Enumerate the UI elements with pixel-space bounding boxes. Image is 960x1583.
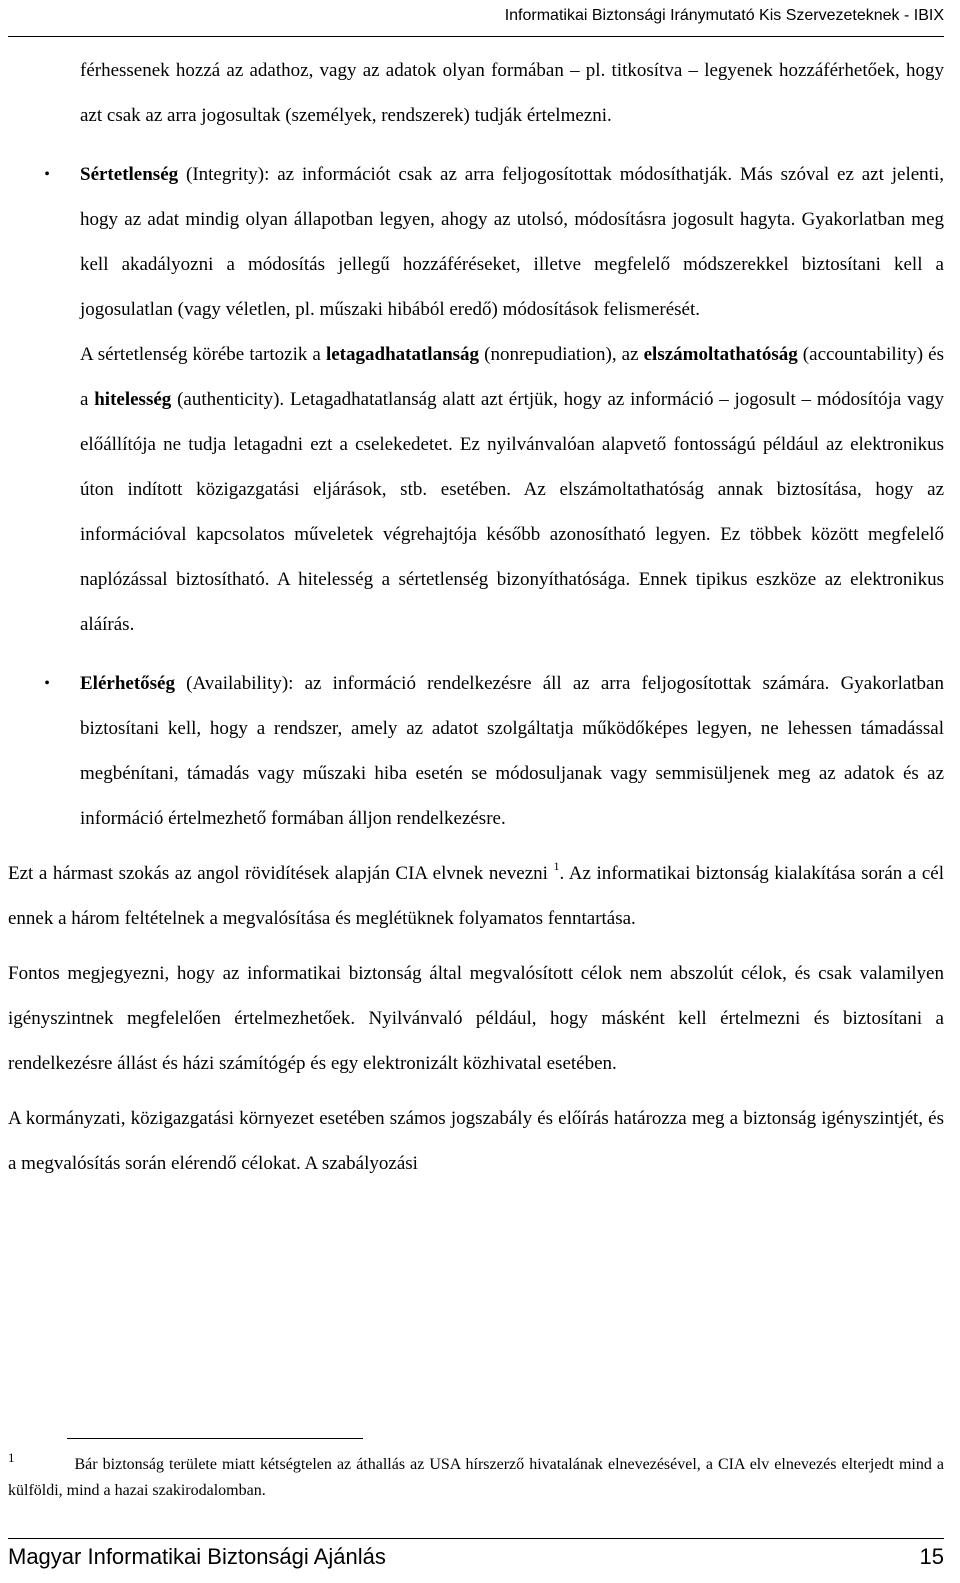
term-nonrepudiation: letagadhatatlanság xyxy=(325,344,480,365)
footnote-mark: 1 xyxy=(8,1450,15,1465)
footnote-text: Bár biztonság területe miatt kétségtelen az áthallás az USA hírszerző hivatalának elnevezésével, a CIA elv elnevezés elterjedt mind a külföldi, mind a hazai szakirodalomban. xyxy=(8,1456,944,1499)
paragraph-nonrepudiation xyxy=(80,332,944,647)
paragraph-important: Fontos megjegyezni, hogy az informatikai biztonság által megvalósított célok nem abszolút célok, és csak valamilyen igényszintnek megfelelően értelmezhetőek. Nyilvánvaló például, hogy másként kell értelmezni és biztosítani a rendelkezésre állást és házi számítógép és egy elektronizált közhivatal esetében. xyxy=(8,963,944,1074)
cia-text-2: . Az informatikai biztonság kialakítása során a cél ennek a három feltételnek a megvalósítása és meglétüknek folyamatos fenntartása. xyxy=(8,863,944,929)
nonrep-text-2: (nonrepudiation), az xyxy=(479,344,644,365)
term-accountability: elszámoltathatóság xyxy=(643,344,798,365)
cia-text-1: Ezt a hármast szokás az angol rövidítések alapján CIA elvnek nevezni xyxy=(8,863,548,884)
footnote xyxy=(8,1452,944,1504)
header-rule xyxy=(8,36,944,37)
footer-title: Magyar Informatikai Biztonsági Ajánlás xyxy=(8,1544,386,1569)
document-body xyxy=(8,48,944,1186)
nonrep-text-4: (authenticity). Letagadhatatlanság alatt azt értjük, hogy az információ – jogosult – módosítója vagy előállítója ne tudja letagadni ezt a cselekedetet. Ez nyilvánvalóan alapvető fontosságú például az elektronikus úton indított közigazgatási eljárások, stb. esetében. Az elszámoltathatóság annak biztosítása, hogy az információval kapcsolatos műveletek végrehajtója később azonosítható legyen. Ez többek között megfelelő naplózással biztosítható. A hitelesség a sértetlenség bizonyíthatósága. Ennek tipikus eszköze az elektronikus aláírás. xyxy=(80,389,944,635)
running-header: Informatikai Biztonsági Iránymutató Kis Szervezeteknek - IBIX xyxy=(504,7,944,24)
term-integrity: Sértetlenség xyxy=(80,164,179,185)
paragraph-government: A kormányzati, közigazgatási környezet esetében számos jogszabály és előírás határozza meg a biztonság igényszintjét, és a megvalósítás során elérendő célokat. A szabályozási xyxy=(8,1108,944,1174)
nonrep-text-1: A sértetlenség körébe tartozik a xyxy=(80,344,326,365)
term-authenticity: hitelesség xyxy=(94,389,172,410)
integrity-text: (Integrity): az információt csak az arra feljogosítottak módosíthatják. Más szóval ez azt jelenti, hogy az adat mindig olyan állapotban legyen, ahogy az utolsó, módosításra jogosult hagyta. Gyakorlatban meg kell akadályozni a módosítás jellegű hozzáféréseket, illetve megfelelő módszerekkel biztosítani kell a jogosulatlan (vagy véletlen, pl. műszaki hibából eredő) módosítások felismerését. xyxy=(80,164,944,320)
term-availability: Elérhetőség xyxy=(80,673,175,694)
availability-text: (Availability): az információ rendelkezésre áll az arra feljogosítottak számára. Gyakorlatban biztosítani kell, hogy a rendszer, amely az adatot szolgáltatja működőképes legyen, ne lehessen támadással megbénítani, támadás vagy műszaki hiba esetén se módosuljanak vagy semmisüljenek meg az adatok és az információ értelmezhető formában álljon rendelkezésre. xyxy=(80,673,944,829)
nonrep-text-3: (accountability) és a xyxy=(80,344,945,410)
paragraph-cia xyxy=(8,851,944,941)
footnote-rule xyxy=(67,1438,363,1439)
page-number: 15 xyxy=(919,1544,944,1569)
bullet-integrity xyxy=(8,152,944,332)
footnote-ref[interactable]: 1 xyxy=(553,858,560,873)
bullet-availability xyxy=(8,661,944,841)
paragraph-confidentiality-continued: férhessenek hozzá az adathoz, vagy az adatok olyan formában – pl. titkosítva – legyenek hozzáférhetőek, hogy azt csak az arra jogosultak (személyek, rendszerek) tudják értelmezni. xyxy=(80,60,944,126)
bullet-dot: • xyxy=(44,675,50,692)
footer-rule xyxy=(8,1538,944,1539)
bullet-dot: • xyxy=(44,166,50,183)
